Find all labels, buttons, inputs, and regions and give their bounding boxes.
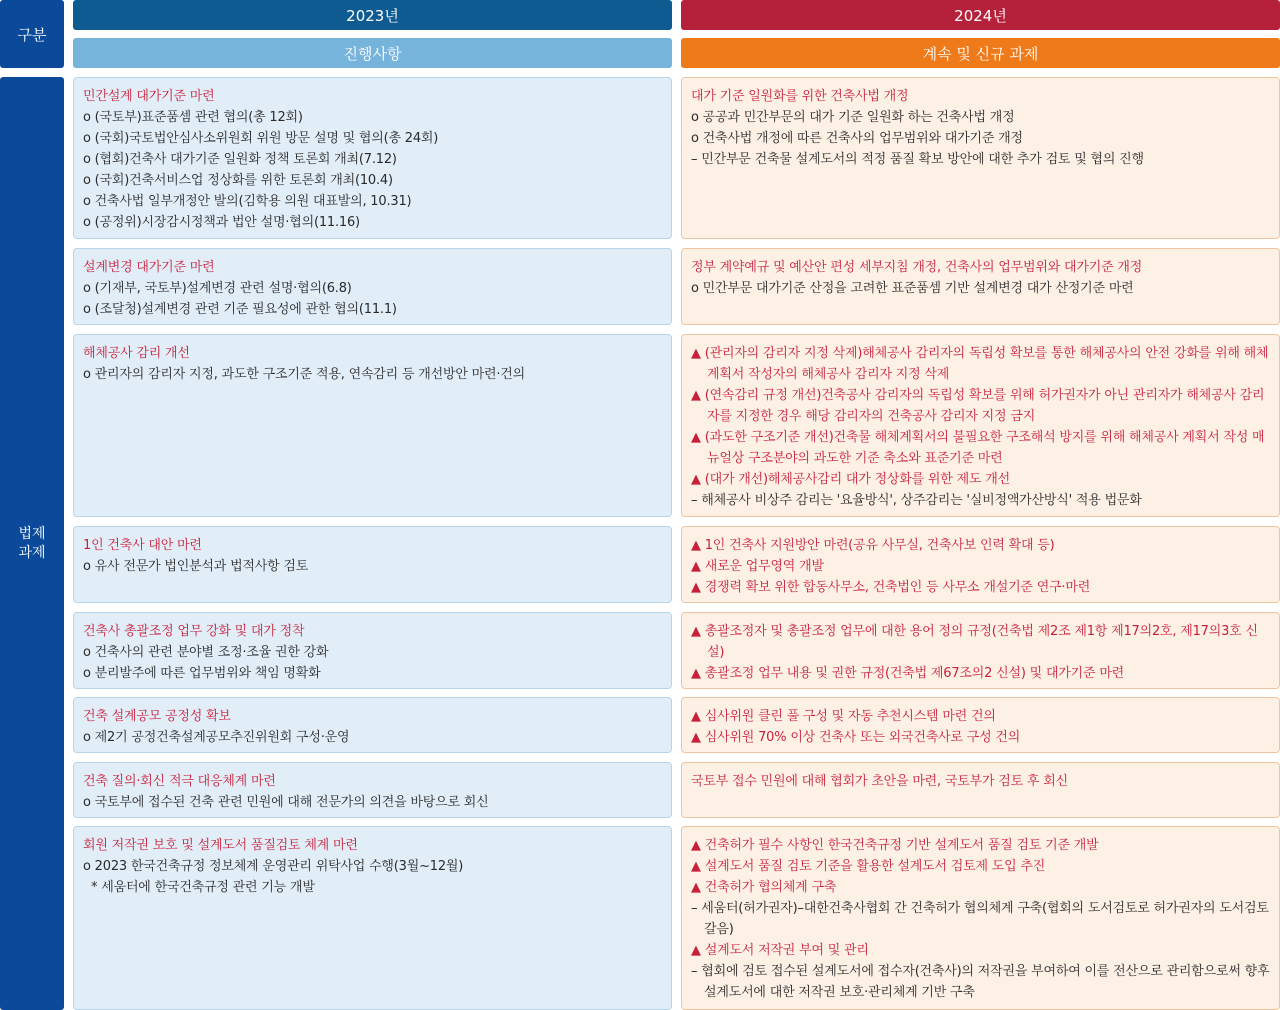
list-item: o 유사 전문가 법인분석과 법적사항 검토	[83, 559, 309, 574]
cell-title: 설계변경 대가기준 마련	[83, 260, 215, 275]
progress-cell	[73, 762, 672, 818]
cell-title: 건축사 총괄조정 업무 강화 및 대가 정착	[83, 624, 305, 639]
list-item: o 2023 한국건축규정 정보체계 운영관리 위탁사업 수행(3월~12월)	[83, 859, 464, 874]
task-item: ▲ 1인 건축사 지원방안 마련(공유 사무실, 건축사보 인력 확대 등)	[691, 538, 1055, 553]
cell-title: 건축 설계공모 공정성 확보	[83, 709, 231, 724]
list-item: o (국회)국토법안심사소위원회 위원 방문 설명 및 협의(총 24회)	[83, 131, 439, 146]
progress-cell	[73, 526, 672, 603]
list-item: o 관리자의 감리자 지정, 과도한 구조기준 적용, 연속감리 등 개선방안 마련·건의	[83, 367, 525, 382]
progress-cell	[73, 334, 672, 517]
cell-title: 해체공사 감리 개선	[83, 346, 190, 361]
list-item: o (국토부)표준품셈 관련 협의(총 12회)	[83, 110, 303, 125]
progress-cell	[73, 826, 672, 1010]
task-cell	[681, 334, 1280, 517]
task-cell	[681, 612, 1280, 689]
column-label-header: 구분	[0, 0, 64, 68]
task-item: ▲ (관리자의 감리자 지정 삭제)해체공사 감리자의 독립성 확보를 통한 해체공사의 안전 강화를 위해 해체계획서 작성자의 해체공사 감리자 지정 삭제	[691, 346, 1269, 382]
sub-item: – 세움터(허가권자)–대한건축사협회 간 건축허가 협의체계 구축(협회의 도서검토로 허가권자의 도서검토 갈음)	[691, 901, 1273, 937]
task-cell	[681, 77, 1280, 239]
task-item: ▲ 건축허가 필수 사항인 한국건축규정 기반 설계도서 품질 검토 기준 개발	[691, 838, 1099, 853]
cell-title: 정부 계약예규 및 예산안 편성 세부지침 개정, 건축사의 업무범위와 대가기준 개정	[691, 260, 1143, 275]
task-item: ▲ 심사위원 70% 이상 건축사 또는 외국건축사로 구성 건의	[691, 730, 1021, 745]
cell-title: 1인 건축사 대안 마련	[83, 538, 202, 553]
cell-title: 대가 기준 일원화를 위한 건축사법 개정	[691, 89, 909, 104]
list-item: o (조달청)설계변경 관련 기준 필요성에 관한 협의(11.1)	[83, 302, 397, 317]
cell-title: 민간설계 대가기준 마련	[83, 89, 215, 104]
list-item: o (협회)건축사 대가기준 일원화 정책 토론회 개최(7.12)	[83, 152, 397, 167]
list-item: o 건축사의 관련 분야별 조정·조율 권한 강화	[83, 645, 329, 660]
task-cell	[681, 762, 1280, 818]
progress-cell	[73, 248, 672, 325]
task-item: ▲ 설계도서 저작권 부여 및 관리	[691, 943, 869, 958]
legal-tasks-label: 법제 과제	[0, 77, 64, 1010]
task-item: ▲ 총괄조정 업무 내용 및 권한 규정(건축법 제67조의2 신설) 및 대가기준 마련	[691, 666, 1125, 681]
list-item: o (공정위)시장감시정책과 법안 설명·협의(11.16)	[83, 215, 360, 230]
progress-cell	[73, 77, 672, 239]
sub-item: – 민간부문 건축물 설계도서의 적정 품질 확보 방안에 대한 추가 검토 및 협의 진행	[691, 152, 1144, 167]
list-item: o 공공과 민간부문의 대가 기준 일원화 하는 건축사법 개정	[691, 110, 1015, 125]
cell-title: 회원 저작권 보호 및 설계도서 품질검토 체계 마련	[83, 838, 358, 853]
task-item: ▲ 설계도서 품질 검토 기준을 활용한 설계도서 검토제 도입 추진	[691, 859, 1046, 874]
task-cell	[681, 826, 1280, 1010]
progress-subheader: 진행사항	[73, 38, 672, 68]
cell-title: 건축 질의·회신 적극 대응체계 마련	[83, 774, 276, 789]
next-tasks-subheader: 계속 및 신규 과제	[681, 38, 1280, 68]
list-item: * 세움터에 한국건축규정 관련 기능 개발	[91, 880, 315, 895]
task-item: ▲ (과도한 구조기준 개선)건축물 해체계획서의 불필요한 구조해석 방지를 위해 해체공사 계획서 작성 매뉴얼상 구조분야의 과도한 기준 축소와 표준기준 마련	[691, 430, 1265, 466]
sub-item: – 해체공사 비상주 감리는 '요율방식', 상주감리는 '실비정액가산방식' 적용 법문화	[691, 493, 1142, 508]
list-item: o 분리발주에 따른 업무범위와 책임 명확화	[83, 666, 321, 681]
task-cell	[681, 248, 1280, 325]
list-item: o (국회)건축서비스업 정상화를 위한 토론회 개최(10.4)	[83, 173, 393, 188]
list-item: o 국토부에 접수된 건축 관련 민원에 대해 전문가의 의견을 바탕으로 회신	[83, 795, 489, 810]
list-item: o 제2기 공정건축설계공모추진위원회 구성·운영	[83, 730, 350, 745]
task-item: ▲ 총괄조정자 및 총괄조정 업무에 대한 용어 정의 규정(건축법 제2조 제1항 제17의2호, 제17의3호 신설)	[691, 624, 1258, 660]
task-cell	[681, 697, 1280, 753]
list-item: o 건축사법 일부개정안 발의(김학용 의원 대표발의, 10.31)	[83, 194, 412, 209]
task-item: ▲ (연속감리 규정 개선)건축공사 감리자의 독립성 확보를 위해 허가권자가 아닌 관리자가 해체공사 감리자를 지정한 경우 해당 감리자의 건축공사 감리자 지정 금지	[691, 388, 1265, 424]
progress-cell	[73, 697, 672, 753]
task-item: ▲ 경쟁력 확보 위한 합동사무소, 건축법인 등 사무소 개설기준 연구·마련	[691, 580, 1091, 595]
list-item: o 건축사법 개정에 따른 건축사의 업무범위와 대가기준 개정	[691, 131, 1023, 146]
task-item: ▲ 새로운 업무영역 개발	[691, 559, 824, 574]
task-item: ▲ 심사위원 클린 풀 구성 및 자동 추천시스템 마련 건의	[691, 709, 996, 724]
list-item: o 민간부문 대가기준 산정을 고려한 표준품셈 기반 설계변경 대가 산정기준 마련	[691, 281, 1134, 296]
task-item: ▲ (대가 개선)해체공사감리 대가 정상화를 위한 제도 개선	[691, 472, 1010, 487]
progress-cell	[73, 612, 672, 689]
task-cell	[681, 526, 1280, 603]
year-2023-header: 2023년	[73, 0, 672, 30]
task-item: ▲ 건축허가 협의체계 구축	[691, 880, 837, 895]
list-item: o (기재부, 국토부)설계변경 관련 설명·협의(6.8)	[83, 281, 352, 296]
cell-title: 국토부 접수 민원에 대해 협회가 초안을 마련, 국토부가 검토 후 회신	[691, 774, 1068, 789]
year-2024-header: 2024년	[681, 0, 1280, 30]
sub-item: – 협회에 검토 접수된 설계도서에 접수자(건축사)의 저작권을 부여하여 이를 전산으로 관리함으로써 향후 설계도서에 대한 저작권 보호·관리체계 기반 구축	[691, 964, 1274, 1000]
